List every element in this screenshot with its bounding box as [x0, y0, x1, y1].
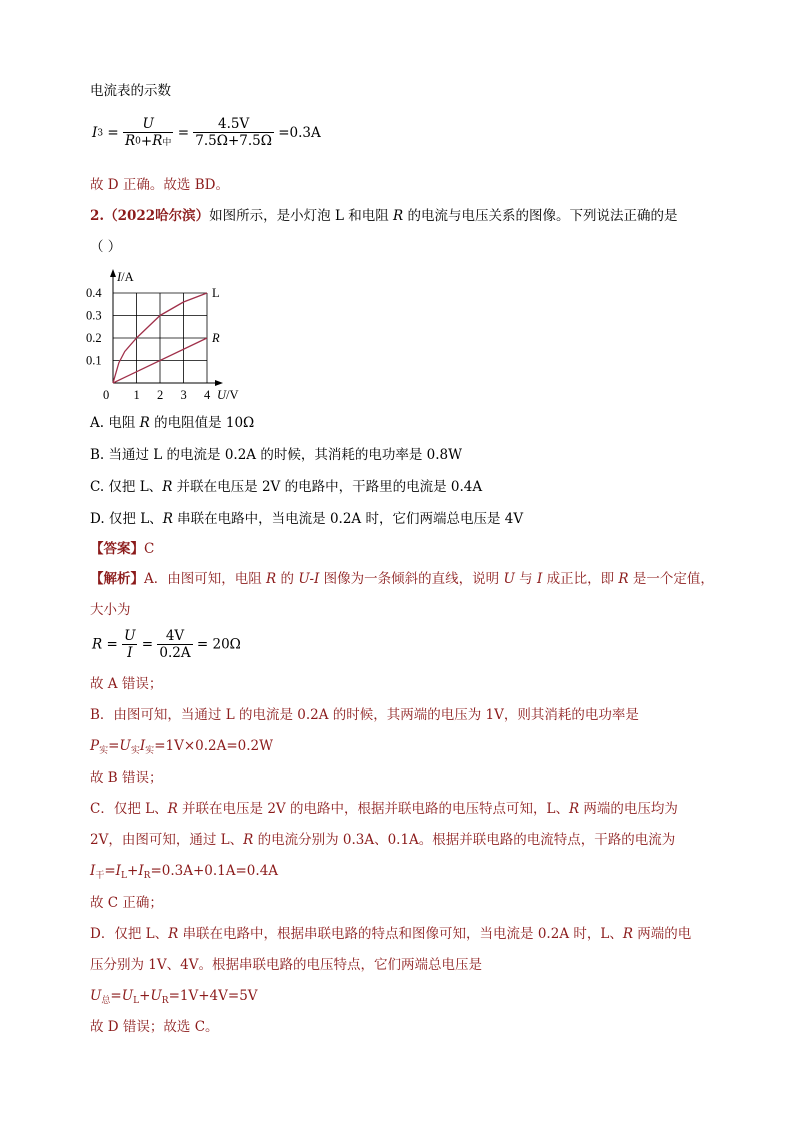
analysis-a-line2: 大小为 — [90, 602, 131, 618]
y-tick-label: 0.2 — [86, 331, 102, 345]
equation-resistance: R = $\frac{U}{I}$ = $\frac{4V}{0.2A}$ = 20Ω — [92, 628, 241, 661]
question-stem: 2.（2022哈尔滨）如图所示，是小灯泡 L 和电阻 R 的电流与电压关系的图像。下列说法正确的是 — [90, 208, 678, 224]
y-tick-label: 0.4 — [86, 286, 102, 300]
analysis-a-conclusion: 故 A 错误； — [90, 676, 163, 692]
analysis-c-conclusion: 故 C 正确； — [90, 895, 163, 911]
equation-current: I3 = U R0+R中 = $\frac{4.5V}{7.5\Omega+7.5\Omega}$ =0.3A — [92, 116, 321, 150]
intro-text: 电流表的示数 — [90, 83, 171, 99]
y-tick-label: 0.1 — [86, 353, 102, 368]
y-axis-label: I/A — [117, 270, 134, 284]
analysis-c-line2: 2V，由图可知，通过 L、R 的电流分别为 0.3A、0.1A。根据并联电路的电流特点，干路的电流为 — [90, 832, 676, 848]
analysis-c-equation: $I_干=I_L+I_R=0.3A+0.1A=0.4A$ — [90, 863, 279, 881]
y-tick-label: 0.3 — [86, 308, 102, 323]
x-tick-label: 2 — [157, 388, 164, 400]
answer: 【答案】C — [90, 541, 155, 557]
x-axis-label: U/V — [217, 388, 239, 400]
conclusion-text: 故 D 正确。故选 BD。 — [90, 177, 229, 193]
x-tick-label: 1 — [133, 388, 140, 400]
x-axis-arrow — [215, 380, 223, 386]
analysis-d-equation: $U_总=U_L+U_R=1V+4V=5V$ — [90, 988, 258, 1006]
series-label-R: R — [212, 331, 220, 345]
series-label-L: L — [212, 286, 220, 300]
analysis-d-line2: 压分别为 1V、4V。根据串联电路的电压特点，它们两端总电压是 — [90, 957, 482, 973]
option-b: B. 当通过 L 的电流是 0.2A 的时候，其消耗的电功率是 0.8W — [90, 447, 462, 463]
option-d: D. 仅把 L、R 串联在电路中，当电流是 0.2A 时，它们两端总电压是 4V — [90, 511, 524, 527]
analysis-a-line1: 【解析】A．由图可知，电阻 R 的 U-I 图像为一条倾斜的直线，说明 U 与 I 成正比，即 R 是一个定值， — [90, 571, 714, 587]
analysis-b-conclusion: 故 B 错误； — [90, 770, 163, 786]
question-paren: （ ） — [90, 239, 122, 255]
x-tick-label: 4 — [204, 388, 211, 400]
analysis-d-line1: D．仅把 L、R 串联在电路中，根据串联电路的特点和图像可知，当电流是 0.2A 时，L、R 两端的电 — [90, 926, 692, 942]
analysis-b-line1: B．由图可知，当通过 L 的电流是 0.2A 的时候，其两端的电压为 1V，则其消耗的电功率是 — [90, 707, 639, 723]
x-tick-label: 3 — [180, 388, 187, 400]
option-c: C. 仅把 L、R 并联在电压是 2V 的电路中，干路里的电流是 0.4A — [90, 479, 483, 495]
analysis-c-line1: C．仅把 L、R 并联在电压是 2V 的电路中，根据并联电路的电压特点可知，L、R 两端的电压均为 — [90, 801, 678, 817]
x-tick-label: 0 — [103, 388, 110, 400]
analysis-d-conclusion: 故 D 错误；故选 C。 — [90, 1019, 219, 1035]
y-axis-arrow — [110, 269, 116, 277]
iu-chart — [84, 265, 259, 400]
analysis-b-equation: $P_实=U_实I_实=1V\times 0.2A=0.2W$ — [90, 738, 274, 756]
option-a: A. 电阻 R 的电阻值是 10Ω — [90, 415, 255, 431]
